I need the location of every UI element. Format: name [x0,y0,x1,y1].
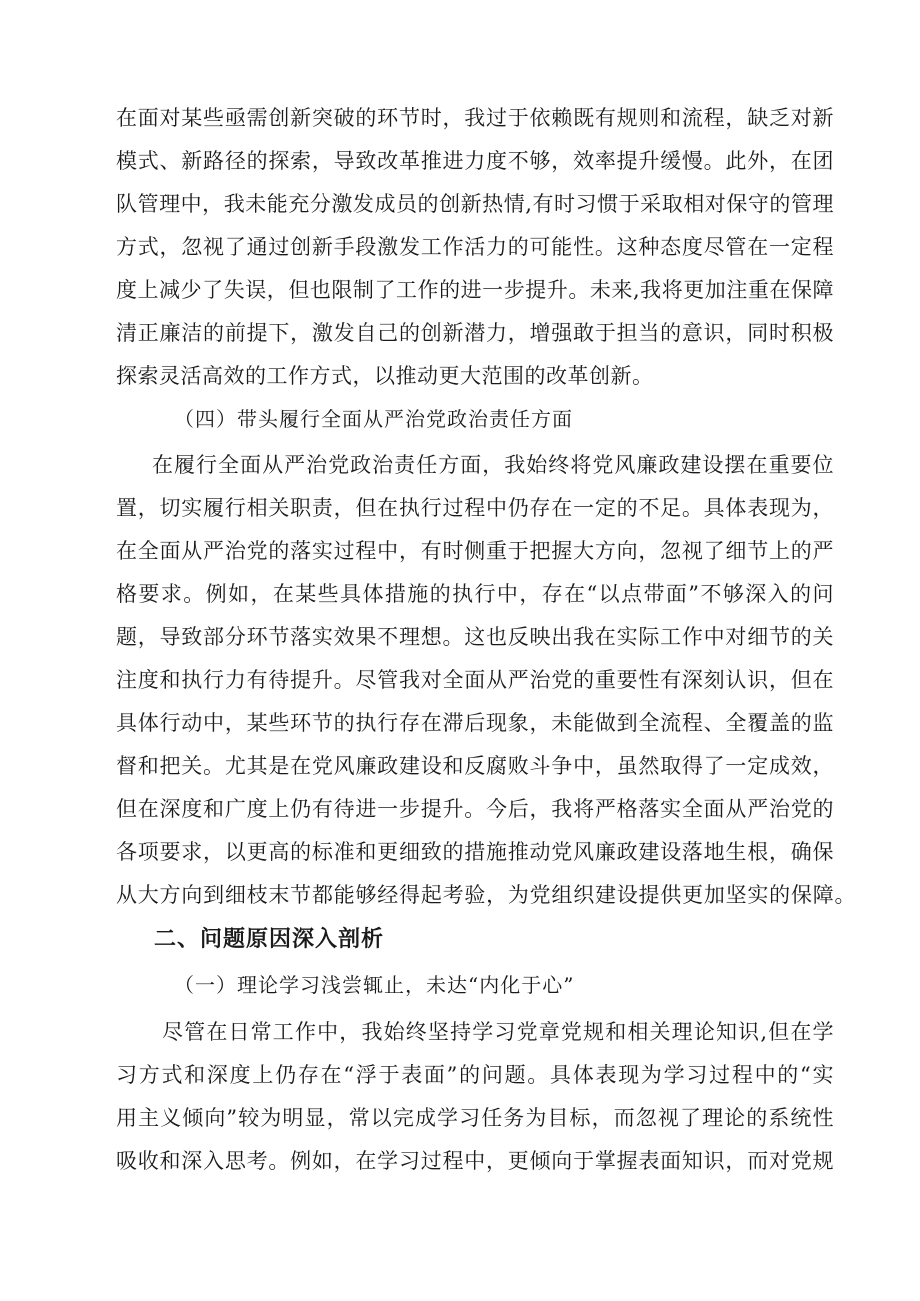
subheading-four: （四）带头履行全面从严治党政治责任方面 [174,407,573,431]
paragraph-1-line-2: 模式、新路径的探索，导致改革推进力度不够，效率提升缓慢。此外，在团 [116,149,834,173]
paragraph-1-line-7: 探索灵活高效的工作方式，以推动更大范围的改革创新。 [116,364,654,388]
paragraph-3-line-4: 吸收和深入思考。例如，在学习过程中，更倾向于掌握表面知识，而对党规 [116,1149,834,1173]
paragraph-2-line-10: 各项要求，以更高的标准和更细致的措施推动党风廉政建设落地生根，确保 [116,840,834,864]
paragraph-1-line-4: 方式，忽视了通过创新手段激发工作活力的可能性。这种态度尽管在一定程 [116,235,834,259]
paragraph-2-line-11: 从大方向到细枝末节都能够经得起考验，为党组织建设提供更加坚实的保障。 [116,883,856,907]
paragraph-2-line-1: 在履行全面从严治党政治责任方面，我始终将党风廉政建设摆在重要位 [152,453,834,477]
paragraph-1-line-6: 清正廉洁的前提下，激发自己的创新潜力，增强敢于担当的意识，同时积极 [116,321,834,345]
paragraph-2-line-9: 但在深度和广度上仍有待进一步提升。今后，我将严格落实全面从严治党的 [116,797,834,821]
paragraph-1-line-3: 队管理中，我未能充分激发成员的创新热情,有时习惯于采取相对保守的管理 [116,192,834,216]
section-heading-two: 二、问题原因深入剖析 [154,927,385,952]
paragraph-2-line-7: 具体行动中，某些环节的执行存在滞后现象，未能做到全流程、全覆盖的监 [116,711,834,735]
subheading-one: （一）理论学习浅尝辄止，未达“内化于心” [174,973,575,997]
paragraph-2-line-4: 格要求。例如，在某些具体措施的执行中，存在“以点带面”不够深入的问 [116,582,834,606]
paragraph-2-line-6: 注度和执行力有待提升。尽管我对全面从严治党的重要性有深刻认识，但在 [116,668,834,692]
paragraph-2-line-5: 题，导致部分环节落实效果不理想。这也反映出我在实际工作中对细节的关 [116,625,834,649]
paragraph-2-line-2: 置，切实履行相关职责，但在执行过程中仍存在一定的不足。具体表现为， [116,496,834,520]
paragraph-3-line-2: 习方式和深度上仍存在“浮于表面”的问题。具体表现为学习过程中的“实 [116,1063,834,1087]
paragraph-3-line-1: 尽管在日常工作中，我始终坚持学习党章党规和相关理论知识,但在学 [162,1020,834,1044]
paragraph-1-line-1: 在面对某些亟需创新突破的环节时，我过于依赖既有规则和流程，缺乏对新 [116,106,834,130]
paragraph-3-line-3: 用主义倾向”较为明显，常以完成学习任务为目标，而忽视了理论的系统性 [116,1106,834,1130]
paragraph-2-line-8: 督和把关。尤其是在党风廉政建设和反腐败斗争中，虽然取得了一定成效， [116,754,834,778]
paragraph-1-line-5: 度上减少了失误，但也限制了工作的进一步提升。未来,我将更加注重在保障 [116,278,834,302]
paragraph-2-line-3: 在全面从严治党的落实过程中，有时侧重于把握大方向，忽视了细节上的严 [116,539,834,563]
